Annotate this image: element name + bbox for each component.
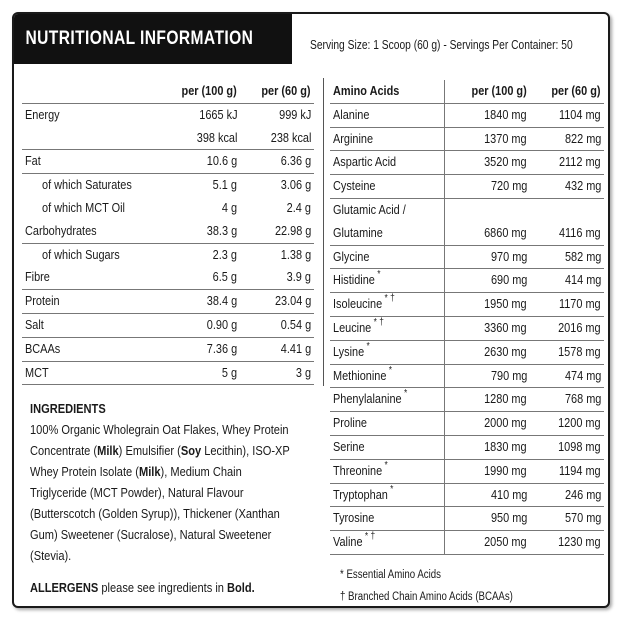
- value-per-100g: 38.4 g: [163, 290, 240, 314]
- amino-label: Tyrosine: [330, 507, 444, 531]
- panel-title: NUTRITIONAL INFORMATION: [25, 28, 254, 49]
- amino-value-100g: 950 mg: [444, 507, 530, 531]
- amino-label: Glycine: [330, 245, 444, 269]
- amino-value-100g: [444, 198, 530, 221]
- value-per-60g: 3.9 g: [240, 266, 314, 289]
- nutrition-row: [22, 150, 314, 174]
- value-per-60g: 3.06 g: [280, 177, 311, 193]
- value-per-100g: 4 g: [221, 199, 238, 215]
- amino-row: [330, 222, 604, 245]
- footnotes: [340, 564, 513, 608]
- nutrition-row: [22, 243, 314, 266]
- nutrient-label: Fat: [22, 150, 163, 174]
- value-per-100g: 5.1 g: [212, 177, 238, 193]
- amino-label: Isoleucine * †: [330, 293, 444, 317]
- amino-marker: *: [387, 483, 394, 495]
- ingredient-text-segment: 100% Organic Wholegrain Oat Flakes, Whey Protein Concentrate (: [30, 422, 289, 458]
- footnote-essential: * Essential Amino Acids: [340, 569, 441, 581]
- value-per-60g: 3 g: [240, 361, 314, 385]
- ingredients-title: INGREDIENTS: [30, 401, 106, 416]
- nutrient-label: Carbohydrates: [22, 220, 163, 243]
- value-per-100g: 2.3 g: [212, 246, 238, 262]
- amino-row: [330, 531, 604, 555]
- amino-value-100g: 1830 mg: [444, 435, 530, 459]
- amino-value-60g: 1170 mg: [530, 293, 604, 317]
- amino-row: [330, 269, 604, 293]
- amino-marker: * †: [362, 531, 376, 543]
- nutrition-row: [22, 361, 314, 385]
- amino-value-60g: 582 mg: [530, 245, 604, 269]
- allergen-highlight: Soy: [180, 443, 202, 458]
- amino-value-60g: 1104 mg: [530, 103, 604, 127]
- amino-label: Cysteine: [330, 175, 444, 199]
- amino-label: Valine * †: [330, 531, 444, 555]
- amino-marker: * †: [371, 316, 384, 328]
- amino-marker: *: [386, 364, 393, 376]
- amino-row: [330, 103, 604, 127]
- amino-label: Serine: [330, 435, 444, 459]
- amino-label: Alanine: [330, 103, 444, 127]
- allergens-line: [30, 580, 255, 595]
- amino-value-60g: 1578 mg: [530, 340, 604, 364]
- nutrition-row: [22, 174, 314, 197]
- value-per-100g: 10.6 g: [163, 150, 240, 174]
- title-bar: [14, 14, 286, 64]
- ingredients-text: [30, 419, 299, 566]
- nutrition-row: [22, 313, 314, 337]
- nutrition-row: [22, 220, 314, 243]
- amino-row: [330, 435, 604, 459]
- nutrient-label: of which MCT Oil: [42, 199, 125, 215]
- nutrition-panel: [12, 12, 610, 608]
- amino-marker: *: [364, 340, 370, 352]
- amino-value-100g: 2630 mg: [444, 340, 530, 364]
- nutrition-row: [22, 197, 314, 220]
- amino-value-100g: 410 mg: [444, 483, 530, 507]
- allergens-text: please see ingredients in: [98, 580, 228, 595]
- nutrition-rows: [22, 103, 314, 385]
- amino-value-60g: 822 mg: [530, 127, 604, 151]
- amino-value-100g: 3360 mg: [444, 316, 530, 340]
- amino-label: Histidine *: [330, 269, 444, 293]
- value-per-60g: 6.36 g: [240, 150, 314, 174]
- value-per-60g: 238 kcal: [240, 127, 314, 150]
- value-per-100g: 1665 kJ: [198, 106, 238, 122]
- allergen-highlight: Milk: [97, 443, 119, 458]
- amino-row: [330, 412, 604, 436]
- amino-header-label: Amino Acids: [330, 80, 444, 103]
- allergen-highlight: Milk: [138, 464, 161, 479]
- nutrition-header-100g: per (100 g): [163, 80, 240, 103]
- amino-value-100g: 2000 mg: [444, 412, 530, 436]
- amino-value-100g: 1370 mg: [444, 127, 530, 151]
- nutrient-label: of which Saturates: [42, 177, 132, 193]
- value-per-60g: 999 kJ: [278, 106, 311, 122]
- amino-row: [330, 245, 604, 269]
- value-per-60g: 22.98 g: [240, 220, 314, 243]
- amino-label: Tryptophan *: [330, 483, 444, 507]
- amino-value-100g: 1840 mg: [444, 103, 530, 127]
- amino-value-60g: 570 mg: [530, 507, 604, 531]
- nutrient-label: BCAAs: [22, 337, 163, 361]
- value-per-60g: 1.38 g: [280, 246, 311, 262]
- amino-label: Glutamic Acid /: [330, 198, 444, 221]
- amino-value-60g: 246 mg: [530, 483, 604, 507]
- amino-label: Methionine *: [330, 364, 444, 388]
- amino-label: Proline: [330, 412, 444, 436]
- amino-row: [330, 316, 604, 340]
- amino-rows: [330, 103, 604, 554]
- allergens-bold-word: Bold.: [227, 580, 255, 595]
- amino-row: [330, 127, 604, 151]
- amino-value-60g: 474 mg: [530, 364, 604, 388]
- amino-value-100g: 690 mg: [444, 269, 530, 293]
- value-per-100g: 0.90 g: [163, 313, 240, 337]
- amino-value-100g: 790 mg: [444, 364, 530, 388]
- amino-value-60g: 4116 mg: [530, 222, 604, 245]
- amino-row: [330, 459, 604, 483]
- amino-value-60g: 1098 mg: [530, 435, 604, 459]
- amino-label: Arginine: [330, 127, 444, 151]
- amino-label: Threonine *: [330, 459, 444, 483]
- amino-marker: *: [374, 269, 381, 281]
- amino-marker: *: [382, 459, 388, 471]
- amino-row: [330, 507, 604, 531]
- nutrition-row: [22, 290, 314, 314]
- nutrient-label: MCT: [22, 361, 163, 385]
- amino-label: Leucine * †: [330, 316, 444, 340]
- amino-value-100g: 1950 mg: [444, 293, 530, 317]
- ingredient-text-segment: ) Emulsifier (: [118, 443, 181, 458]
- amino-row: [330, 340, 604, 364]
- value-per-60g: 0.54 g: [240, 313, 314, 337]
- nutrition-table: [22, 80, 314, 385]
- serving-info: Serving Size: 1 Scoop (60 g) - Servings Per Container: 50: [310, 38, 573, 52]
- amino-value-60g: 432 mg: [530, 175, 604, 199]
- amino-value-100g: 1990 mg: [444, 459, 530, 483]
- allergens-label: ALLERGENS: [30, 580, 99, 595]
- amino-row: [330, 175, 604, 199]
- amino-value-60g: 414 mg: [530, 269, 604, 293]
- amino-value-60g: 768 mg: [530, 388, 604, 412]
- nutrient-label: [22, 127, 163, 150]
- amino-value-60g: 2016 mg: [530, 316, 604, 340]
- amino-row: [330, 483, 604, 507]
- nutrition-row: [22, 103, 314, 126]
- column-divider: [323, 78, 324, 386]
- amino-label: Aspartic Acid: [330, 151, 444, 175]
- amino-row: [330, 151, 604, 175]
- amino-row: [330, 198, 604, 221]
- nutrient-label: Salt: [22, 313, 163, 337]
- value-per-100g: 7.36 g: [163, 337, 240, 361]
- amino-value-100g: 2050 mg: [444, 531, 530, 555]
- value-per-100g: 38.3 g: [163, 220, 240, 243]
- amino-value-100g: 1280 mg: [444, 388, 530, 412]
- amino-row: [330, 388, 604, 412]
- value-per-100g: 398 kcal: [163, 127, 240, 150]
- amino-value-100g: 6860 mg: [444, 222, 530, 245]
- amino-acids-table: [330, 80, 604, 555]
- amino-value-60g: [530, 198, 604, 221]
- amino-value-60g: 1230 mg: [530, 531, 604, 555]
- nutrient-label: of which Sugars: [42, 246, 120, 262]
- nutrition-row: [22, 266, 314, 289]
- amino-row: [330, 364, 604, 388]
- amino-header-100g: per (100 g): [444, 80, 530, 103]
- amino-value-60g: 1200 mg: [530, 412, 604, 436]
- ingredient-text-segment: Lecithin), ISO-XP Whey Protein Isolate (: [30, 443, 290, 479]
- value-per-60g: 4.41 g: [240, 337, 314, 361]
- nutrient-label: Fibre: [22, 266, 163, 289]
- amino-label: Phenylalanine *: [330, 388, 444, 412]
- amino-header-60g: per (60 g): [530, 80, 604, 103]
- amino-value-100g: 970 mg: [444, 245, 530, 269]
- amino-row: [330, 293, 604, 317]
- value-per-60g: 23.04 g: [240, 290, 314, 314]
- value-per-60g: 2.4 g: [286, 199, 311, 215]
- amino-value-100g: 720 mg: [444, 175, 530, 199]
- amino-label: Lysine *: [330, 340, 444, 364]
- nutrition-row: [22, 337, 314, 361]
- nutrition-header-60g: per (60 g): [240, 80, 314, 103]
- amino-marker: *: [401, 388, 408, 400]
- nutrient-label: Energy: [25, 106, 60, 122]
- value-per-100g: 6.5 g: [163, 266, 240, 289]
- amino-value-100g: 3520 mg: [444, 151, 530, 175]
- footnote-bcaa: † Branched Chain Amino Acids (BCAAs): [340, 591, 513, 603]
- ingredient-text-segment: ), Medium Chain Triglyceride (MCT Powder), Natural Flavour (Butterscotch (Golden Syrup)), Thickener (Xanthan Gum) Sweetener (Sucralose), Natural Sweetener (Stevia).: [30, 464, 280, 563]
- value-per-100g: 5 g: [163, 361, 240, 385]
- ingredients-section: [30, 398, 300, 566]
- nutrient-label: Protein: [22, 290, 163, 314]
- amino-value-60g: 2112 mg: [530, 151, 604, 175]
- amino-label: Glutamine: [330, 222, 444, 245]
- amino-value-60g: 1194 mg: [530, 459, 604, 483]
- nutrition-row: [22, 127, 314, 150]
- nutrition-header-blank: [22, 80, 163, 103]
- amino-marker: * †: [382, 293, 395, 305]
